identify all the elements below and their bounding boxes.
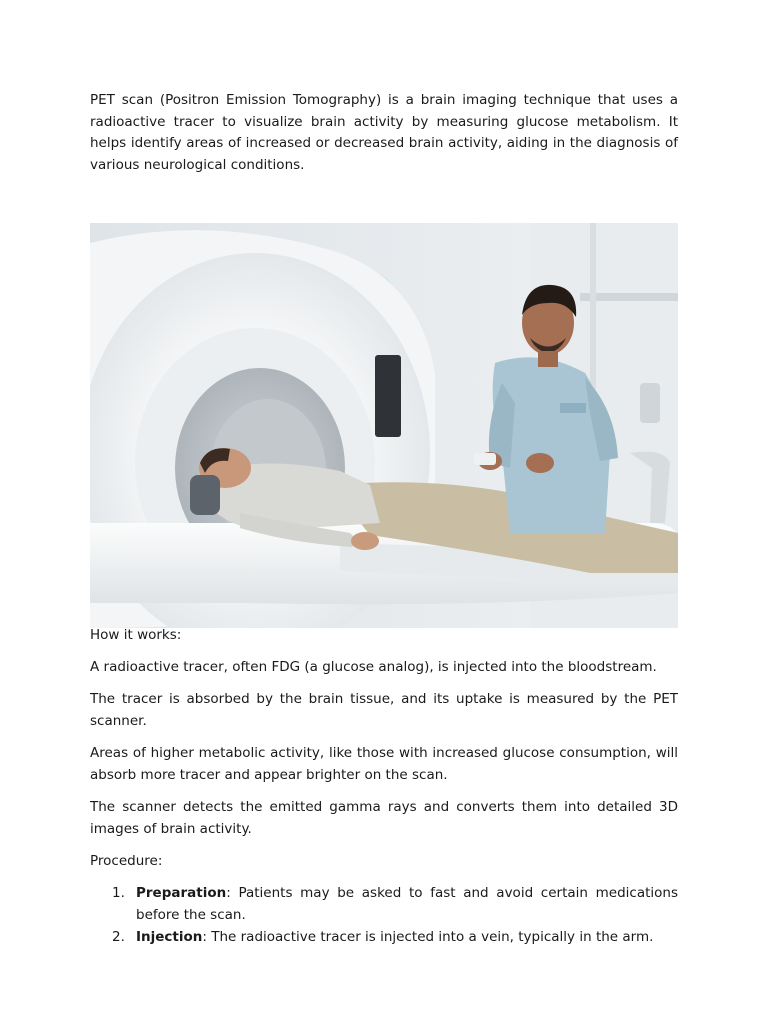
step-number: 1.: [112, 885, 125, 901]
how-it-works-point: A radioactive tracer, often FDG (a glucose analog), is injected into the bloodstream.: [90, 659, 657, 675]
document-body: [90, 624, 678, 948]
step-text: : The radioactive tracer is injected into a vein, typically in the arm.: [202, 929, 654, 945]
procedure-step: [90, 882, 678, 926]
how-it-works-point: Areas of higher metabolic activity, like those with increased glucose consumption, will absorb more tracer and appear brighter on the scan.: [90, 745, 678, 783]
procedure-step: [90, 926, 678, 948]
step-number: 2.: [112, 929, 125, 945]
intro-paragraph: PET scan (Positron Emission Tomography) is a brain imaging technique that uses a radioactive tracer to visualize brain activity by measuring glucose metabolism. It helps identify areas of increased or decreased brain activity, aiding in the diagnosis of various neurological conditions.: [90, 92, 678, 173]
how-it-works-heading: How it works:: [90, 627, 182, 643]
how-it-works-point: The scanner detects the emitted gamma rays and converts them into detailed 3D images of brain activity.: [90, 799, 678, 837]
step-term: Preparation: [136, 885, 227, 901]
procedure-steps-list: [90, 882, 678, 948]
document-page: [90, 90, 678, 176]
procedure-heading: Procedure:: [90, 853, 163, 869]
step-term: Injection: [136, 929, 203, 945]
how-it-works-point: The tracer is absorbed by the brain tissue, and its uptake is measured by the PET scanner.: [90, 691, 678, 729]
step-text: : Patients may be asked to fast and avoid certain medications before the scan.: [136, 885, 678, 923]
pet-scanner-photo: [90, 223, 678, 628]
